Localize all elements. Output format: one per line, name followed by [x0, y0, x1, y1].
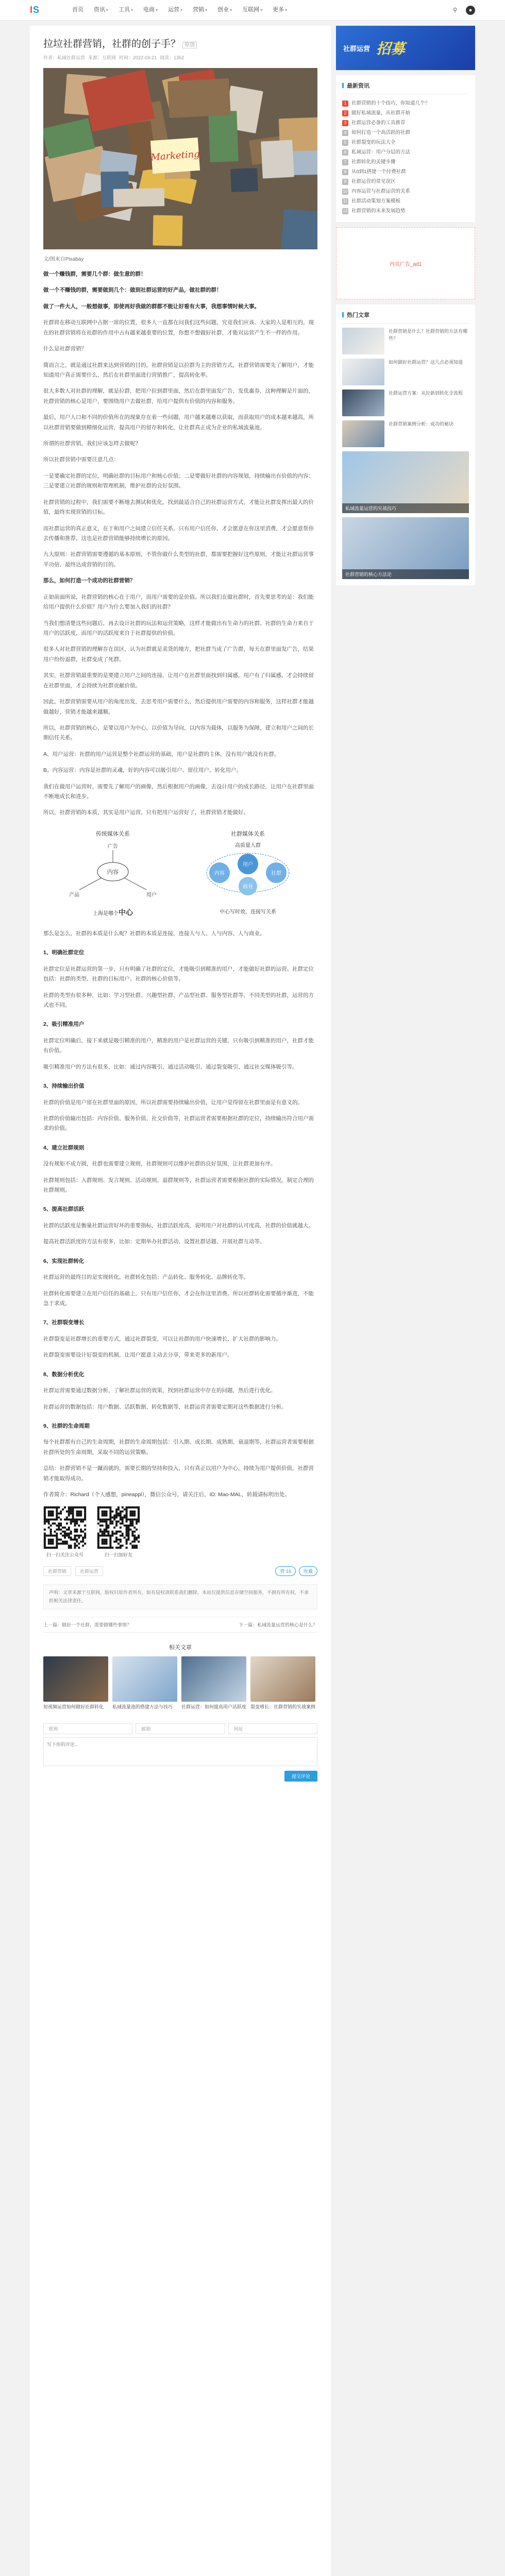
hero-note: Marketing [150, 138, 200, 174]
rank-badge: 10 [343, 189, 348, 194]
nav-item-label: 互联网 [242, 7, 260, 13]
rank-badge: 7 [342, 159, 348, 165]
hero-image [43, 68, 317, 249]
news-list-item[interactable] [342, 147, 469, 157]
featured-image[interactable] [342, 517, 469, 579]
diagram-traditional-node: 产品 [69, 892, 79, 898]
news-title: 内容运营与社群运营的关系 [351, 189, 411, 194]
hot-article-title: 如何做好社群运营？这几点必须知道 [389, 360, 463, 365]
nav-item[interactable] [91, 0, 111, 21]
diagram-sub-pre: 上海是哪个 [93, 910, 119, 917]
diagram-community-node: 用户 [243, 861, 253, 868]
qr-caption: 扫一扫关注公众号 [46, 1552, 83, 1558]
chevron-down-icon: ▾ [205, 8, 208, 12]
latest-news-list [342, 98, 469, 216]
nav-item[interactable] [165, 0, 186, 21]
diagram-traditional-node: 用户 [146, 892, 157, 898]
section-heading: 8、数据分析优化 [43, 1371, 85, 1378]
section-heading: 4、建立社群规则 [43, 1144, 85, 1151]
search-icon[interactable]: ⚲ [452, 7, 458, 13]
paragraph: 其实，社群营销最重要的是要建立用户之间的连接，让用户在社群里面找到归属感，用户有了归属感，才会持续留在社群里面，才会持续为社群贡献价值。 [43, 672, 314, 689]
hot-article-item[interactable] [342, 328, 469, 354]
paragraph: 社群营销的过程中，我们需要不断地去测试和优化，找到最适合自己的社群运营方式，才能让社群发挥出最大的价值，最终实现营销的目标。 [43, 499, 314, 516]
related-card[interactable] [112, 1656, 177, 1711]
featured-caption: 私域流量运营的实战技巧 [342, 503, 469, 513]
article-body [43, 269, 317, 818]
original-tag: 原创 [182, 42, 197, 48]
paragraph: 社群的类型有很多种，比如：学习型社群、兴趣型社群、产品型社群、服务型社群等，不同类型的社群，运营的方式也不同。 [43, 992, 314, 1008]
comment-form [43, 1723, 317, 1782]
related-card[interactable] [181, 1656, 246, 1711]
rank-badge: 11 [343, 199, 348, 204]
rank-badge: 6 [342, 149, 348, 156]
rank-badge: 2 [342, 110, 348, 116]
diagram-community-svg [189, 841, 307, 903]
section-heading: 1、明确社群定位 [43, 950, 85, 956]
news-title: 社群营销的未来发展趋势 [351, 208, 406, 214]
hot-article-title: 社群营销案例分析：成功的秘诀 [389, 421, 454, 427]
news-title: 社群转化的关键步骤 [351, 159, 396, 165]
section-heading: 2、吸引精准用户 [43, 1021, 85, 1028]
comment-fields [43, 1723, 317, 1734]
chevron-down-icon: ▾ [180, 8, 183, 12]
hero-collage-tile [281, 209, 317, 249]
sidebar-top-ad[interactable] [336, 26, 475, 70]
chevron-down-icon: ▾ [260, 8, 263, 12]
rank-badge: 9 [342, 179, 348, 185]
paragraph: 所以，社群营销的核心，是要以用户为中心，以价值为导向，以内容为载体，以服务为保障，建立和用户之间的长期信任关系。 [43, 724, 314, 741]
related-thumbnail [250, 1656, 315, 1702]
paragraph: 做了一件大人，一般想做事，即使再好我做的群都不能让好看有大事，我想事情时候大事。 [43, 303, 260, 310]
paragraph: 做一个不赚钱的群，需要做到几个：做到社群运营的好产品，做社群的群！ [43, 287, 222, 294]
rank-badge: 12 [343, 209, 348, 213]
ad-top-label: 社群运营 [343, 44, 371, 53]
hot-articles-title: 热门文章 [342, 311, 469, 324]
paragraph: 社群裂变是社群增长的重要方式，通过社群裂变，可以让社群的用户快速增长，扩大社群的影响力。 [43, 1335, 281, 1342]
paragraph: 九大原则：社群营销需要遵循的基本原则，不管你做什么类型的社群，都需要把握好这些原则，才能让社群运营事半功倍，最终达成营销的目的。 [43, 551, 314, 568]
news-list-item[interactable] [342, 196, 469, 206]
section-heading: 3、持续输出价值 [43, 1083, 85, 1090]
favorite-button[interactable]: 收藏 [299, 1566, 317, 1576]
paragraph: 提高社群活跃度的方法有很多，比如：定期举办社群活动、设置社群话题、开展社群互动等。 [43, 1239, 265, 1245]
hot-articles-list [342, 328, 469, 447]
rank-badge: 1 [342, 100, 348, 107]
news-list-item[interactable] [342, 98, 469, 108]
news-list-item[interactable] [342, 157, 469, 167]
top-right-tools [450, 6, 475, 15]
relationship-diagram [43, 824, 317, 929]
prev-next-nav [43, 1617, 317, 1633]
tags-line [43, 1566, 317, 1576]
article-title [43, 36, 317, 50]
paragraph: 一是要确定社群的定位，明确社群的目标用户和核心价值；二是要做好社群的内容规划，持续输出有价值的内容；三是要建立社群的规则和管理机制，维护社群的良好氛围。 [43, 472, 314, 489]
hot-article-item[interactable] [342, 420, 469, 447]
hero-collage-tile [261, 140, 294, 178]
rank-badge: 5 [342, 140, 348, 146]
diagram-community-title: 社群媒体关系 [231, 831, 265, 837]
news-list-item[interactable] [342, 128, 469, 138]
paragraph: 社群的价值是用户留在社群里面的原因，所以社群需要持续输出价值，让用户觉得留在社群里面是有意义的。 [43, 1099, 303, 1106]
news-title: 社群裂变的玩法大全 [351, 140, 396, 145]
qr-code [97, 1506, 140, 1549]
paragraph: 总结：社群营销不是一蹴而就的，需要长期的坚持和投入，只有真正以用户为中心，持续为用户提供价值，社群营销才能取得成功。 [43, 1465, 314, 1482]
news-list-item[interactable] [342, 187, 469, 196]
news-title: 社群运营的常见误区 [351, 179, 396, 184]
latest-news-box [336, 75, 475, 222]
paragraph: 很大多数人对社群的理解，就是拉群，把用户拉到群里面，然后在群里面发广告、发优惠券，这种理解是片面的，社群营销的核心是用户，要围绕用户去做社群，给用户提供有价值的内容和服务。 [43, 388, 314, 404]
chevron-down-icon: ▾ [131, 8, 133, 12]
paragraph: 所以，社群营销的本质，其实是用户运营。只有把用户运营好了，社群营销才能做好。 [43, 809, 249, 816]
meta-item: 阅读：1352 [160, 55, 184, 60]
chevron-down-icon: ▾ [156, 8, 158, 12]
like-buttons [275, 1566, 317, 1576]
email-field[interactable]: 邮箱 [136, 1723, 225, 1734]
diagram-community [189, 829, 307, 918]
nav-item-label: 首页 [72, 7, 83, 13]
related-title: 相关文章 [169, 1645, 192, 1651]
copyright-notice: 声明：文章来源于互联网，版权归原作者所有，如有侵权请联系我们删除，本站仅提供信息存储空间服务，不拥有所有权，不承担相关法律责任。 [43, 1584, 317, 1609]
nav-item[interactable] [69, 0, 87, 21]
diagram-community-node: 内容 [214, 870, 225, 876]
sidebar-mid-ad[interactable]: 内页广告_ad1 [336, 227, 475, 299]
paragraph: 因此，社群营销需要从用户的角度出发，去思考用户需要什么，然后提供用户需要的内容和服务，这样社群才能越做越好，营销才能越来越顺。 [43, 699, 314, 715]
news-title: 社群活动策划方案模板 [351, 198, 401, 204]
qr-block [97, 1506, 140, 1558]
paragraph: 作者简介：Richard（个人感想，pineappl），微信公众号，请关注后，ID: Mao-MAL，转载请标明出处。 [43, 1492, 290, 1498]
hero-collage-tile [167, 78, 231, 118]
hot-article-item[interactable] [342, 359, 469, 385]
paragraph: 社群规则包括：入群规则、发言规则、活动规则、退群规则等，社群运营者需要根据社群的实际情况，制定合理的社群规则。 [43, 1177, 314, 1194]
paragraph: 社群运营需要通过数据分析，了解社群运营的效果，找到社群运营中存在的问题，然后进行优化。 [43, 1387, 276, 1394]
section-heading: 9、社群的生命周期 [43, 1422, 90, 1429]
diagram-traditional-node: 广告 [108, 843, 118, 850]
paragraph: 什么是社群营销？ [43, 346, 87, 352]
rank-badge: 4 [342, 130, 348, 136]
nav-item[interactable] [239, 0, 265, 21]
chevron-down-icon: ▾ [106, 8, 109, 12]
nav-item-label: 创业 [217, 7, 229, 13]
related-title-text: 社群运营：如何提高用户活跃度 [181, 1704, 247, 1710]
paragraph: B、内容运营：内容是社群的灵魂，好的内容可以吸引用户、留住用户、转化用户。 [43, 767, 242, 774]
related-title-text: 裂变增长：社群营销的实战案例 [250, 1704, 316, 1710]
qr-caption: 扫一扫加好友 [104, 1552, 132, 1558]
qr-block [43, 1506, 87, 1558]
diagram-sub-big: 中心 [119, 908, 133, 917]
news-title: 从0到1搭建一个付费社群 [351, 169, 406, 175]
hot-article-title: 社群营销是什么？社群营销的方法有哪些？ [389, 329, 468, 342]
news-title: 如何打造一个高活跃的社群 [351, 130, 411, 135]
paragraph: 社群的活跃度是衡量社群运营好坏的重要指标，社群活跃度高，说明用户对社群的认可度高，社群的价值就越大。 [43, 1222, 314, 1229]
paragraph: 社群的价值输出包括：内容价值、服务价值、社交价值等，社群运营者需要根据社群的定位，持续输出符合用户需求的价值。 [43, 1115, 314, 1132]
diagram-community-node: 商业 [243, 884, 253, 890]
nav-item-label: 运营 [168, 7, 180, 13]
paragraph: 做一个赚钱群，需要几个群：做生意的群！ [43, 271, 146, 277]
related-title-text: 短视频运营如何做好社群转化 [43, 1704, 104, 1710]
diagram-community-sub: 中心写时效，连接写关系 [220, 909, 276, 915]
paragraph: 简而言之，就是通过社群来达到营销的目的。社群营销是以拉群为主的营销方式，社群营销需要先了解用户，才能知道用户真正需要什么，然后在社群里面进行营销推广，提高转化率。 [43, 362, 314, 378]
paragraph: 所谓的社群营销，我们应该怎样去做呢？ [43, 440, 141, 447]
paragraph: 所以社群营销中需要注意几点： [43, 456, 119, 463]
diagram-community-node: 社群 [271, 870, 281, 876]
news-title: 社群营销的十个技巧，你知道几个？ [351, 100, 430, 106]
paragraph: 社群定位明确后，接下来就是吸引精准的用户，精准的用户是社群运营的关键，只有吸引到精准的用户，社群才能有价值。 [43, 1037, 314, 1054]
nav-item[interactable] [190, 0, 210, 21]
hot-article-thumbnail [342, 328, 384, 354]
news-title: 做好私域流量，从社群开始 [351, 110, 411, 116]
hot-article-thumbnail [342, 420, 384, 447]
user-icon[interactable]: ● [466, 6, 475, 15]
hot-article-title: 社群运营方案：从拉新到转化全流程 [389, 391, 463, 396]
nav-item-label: 更多 [273, 7, 284, 13]
news-title: 私域运营：用户分层的方法 [351, 149, 411, 155]
nav-item[interactable] [140, 0, 161, 21]
featured-image[interactable] [342, 451, 469, 513]
nav-item[interactable] [270, 0, 290, 21]
site-logo[interactable]: I S [30, 5, 40, 15]
paragraph: 每个社群都有自己的生命周期，社群的生命周期包括：引入期、成长期、成熟期、衰退期等，社群运营者需要根据社群所处的生命周期，采取不同的运营策略。 [43, 1439, 314, 1455]
comment-textarea[interactable] [43, 1737, 317, 1766]
ad-top-big: 招募 [376, 41, 406, 57]
news-list-item[interactable] [342, 138, 469, 147]
paragraph: 正如前面所说，社群营销的核心在于用户，而用户需要的是价值。所以我们在做社群时，首先要思考的是：我们能给用户提供什么价值？用户为什么要加入我们的社群？ [43, 594, 314, 611]
related-card[interactable] [250, 1656, 315, 1711]
diagram-traditional-title: 传统媒体关系 [96, 831, 130, 837]
hero-collage-tile [230, 168, 258, 192]
news-list-item[interactable] [342, 118, 469, 128]
meta-item: 作者：私域社群运营 [43, 55, 86, 60]
news-list-item[interactable] [342, 206, 469, 216]
meta-item: 时间：2022-03-21 [119, 55, 157, 60]
nav-item[interactable] [214, 0, 235, 21]
paragraph: 社群运营的数据包括：用户数据、活跃数据、转化数据等，社群运营者需要定期对这些数据进行分析。 [43, 1403, 287, 1410]
section-heading: 6、实现社群转化 [43, 1258, 85, 1264]
paragraph: 最后，用户人口和不同的价值所在的现象存在着一些问题，用户越来越难以获取，而获取用户的成本越来越高，所以社群营销要做到精细化运营，提高用户的留存和转化，让社群真正成为企业的私域流量池。 [43, 414, 314, 431]
nav-item-label: 营销 [193, 7, 205, 13]
tag-link[interactable]: 社群营销 [43, 1566, 71, 1576]
like-button[interactable]: 赞 16 [275, 1566, 296, 1576]
related-list [43, 1656, 317, 1711]
related-thumbnail [181, 1656, 246, 1702]
submit-row [43, 1771, 317, 1782]
article-meta [43, 54, 317, 61]
next-article-link[interactable]: 下一篇：私域流量运营的核心是什么？ [238, 1622, 317, 1628]
paragraph: 社群运营的最终目的是实现转化，社群转化包括：产品转化、服务转化、品牌转化等。 [43, 1274, 249, 1281]
qr-code [43, 1506, 87, 1549]
rank-badge: 8 [342, 169, 348, 175]
paragraph: 我们在做用户运营时，需要先了解用户的画像，然后根据用户的画像，去设计用户的成长路径，让用户在社群里面不断地成长和进步。 [43, 783, 314, 800]
news-list-item[interactable] [342, 108, 469, 118]
latest-news-title: 最新资讯 [342, 81, 469, 94]
paragraph: 而社群运营的真正意义，在于和用户之间建立信任关系。只有用户信任你，才会愿意在你这里消费，才会愿意帮你去传播和推荐，这也是社群营销能够持续增长的原因。 [43, 525, 314, 542]
related-thumbnail [43, 1656, 108, 1702]
related-card[interactable] [43, 1656, 108, 1711]
hero-collage-tile [208, 111, 238, 162]
name-field[interactable]: 昵称 [43, 1723, 132, 1734]
article-body-2 [43, 929, 317, 1500]
meta-item: 来源：互联网 [88, 55, 116, 60]
paragraph: A、用户运营：社群的用户运营是整个社群运营的基础，用户是社群的主体，没有用户就没有社群。 [43, 751, 280, 757]
paragraph: 当我们想清楚这些问题后，再去设计社群的玩法和运营策略，这样才能做出有生命力的社群。社群的生命力来自于用户的活跃度，而用户的活跃度来自于社群提供的价值。 [43, 620, 314, 636]
section-heading: 7、社群裂变增长 [43, 1319, 85, 1326]
paragraph: 社群裂变需要设计好裂变的机制，让用户愿意主动去分享，带来更多的新用户。 [43, 1352, 233, 1359]
hot-article-item[interactable] [342, 389, 469, 416]
paragraph: 很多人对社群营销的理解存在误区，认为社群就是卖货的地方，把社群当成了广告群，每天在群里面发广告，结果用户纷纷退群，社群变成了死群。 [43, 646, 314, 663]
related-thumbnail [112, 1656, 177, 1702]
prev-article-link[interactable]: 上一篇：做好一个社群，需要做哪些事情？ [43, 1622, 132, 1628]
diagram-traditional-svg [54, 841, 172, 903]
paragraph: 吸引精准用户的方法有很多，比如：通过内容吸引、通过活动吸引、通过裂变吸引、通过社交媒体吸引等。 [43, 1063, 298, 1070]
submit-comment-button[interactable]: 提交评论 [284, 1771, 317, 1782]
paragraph: 没有规矩不成方圆，社群也需要建立规则，社群规则可以维护社群的良好氛围，让社群更加有序。 [43, 1161, 276, 1167]
sidebar [336, 26, 475, 2576]
paragraph: 社群定位是社群运营的第一步，只有明确了社群的定位，才能吸引到精准的用户，才能做好社群的运营。社群定位包括：社群的类型、社群的目标用户、社群的核心价值等。 [43, 965, 314, 982]
main-nav [69, 0, 290, 21]
chevron-down-icon: ▾ [285, 8, 288, 12]
hero-collage-tile [113, 188, 165, 207]
rank-badge: 3 [342, 120, 348, 126]
news-list-item[interactable] [342, 167, 469, 177]
top-bar [0, 0, 505, 21]
news-title: 社群运营必备的工具推荐 [351, 120, 406, 126]
url-field[interactable]: 网址 [228, 1723, 317, 1734]
related-title-text: 私域流量池的搭建方法与技巧 [112, 1704, 173, 1710]
nav-item-label: 资讯 [94, 7, 105, 13]
qr-row [43, 1506, 317, 1558]
hero-collage-tile [153, 215, 182, 246]
nav-item-label: 工具 [119, 7, 130, 13]
diagram-traditional-center: 内容 [107, 869, 119, 875]
article-main [30, 26, 331, 2576]
chevron-down-icon: ▾ [230, 8, 232, 12]
paragraph: 社群将在移动互联网中占据一席的位置，很多人一直都在问我们这些问题，究竟我们应该、大家的人是相互的，现在的社群营销将在社群的作用中占有越来越重要的位置，你想不想做好社群，才能对运营产生不一样的作用。 [43, 319, 314, 336]
hot-articles-box [336, 304, 475, 585]
diagram-traditional-sub [54, 907, 172, 918]
article-title-text: 拉垃社群营销，社群的创子手？ [43, 39, 181, 49]
content-wrap [30, 26, 475, 2576]
tag-link[interactable]: 社群运营 [75, 1566, 103, 1576]
section-heading: 5、提高社群活跃 [43, 1206, 85, 1213]
diagram-community-top: 高质量人群 [235, 842, 261, 849]
nav-item[interactable] [115, 0, 136, 21]
hot-article-thumbnail [342, 359, 384, 385]
paragraph: 那么，如何打造一个成功的社群营销？ [43, 578, 136, 584]
hot-article-thumbnail [342, 389, 384, 416]
featured-caption: 社群营销的核心方法论 [342, 569, 469, 579]
diagram-traditional [54, 829, 172, 918]
paragraph: 社群转化需要建立在用户信任的基础上，只有用户信任你，才会在你这里消费。所以社群转化需要循序渐进，不能急于求成。 [43, 1290, 314, 1307]
image-caption: 文/图来自Pixabay [43, 257, 84, 262]
nav-item-label: 电商 [143, 7, 155, 13]
paragraph: 那么是怎么，社群的本质是什么呢？社群的本质是连接，连接人与人、人与内容、人与商业。 [43, 930, 265, 937]
news-list-item[interactable] [342, 177, 469, 187]
